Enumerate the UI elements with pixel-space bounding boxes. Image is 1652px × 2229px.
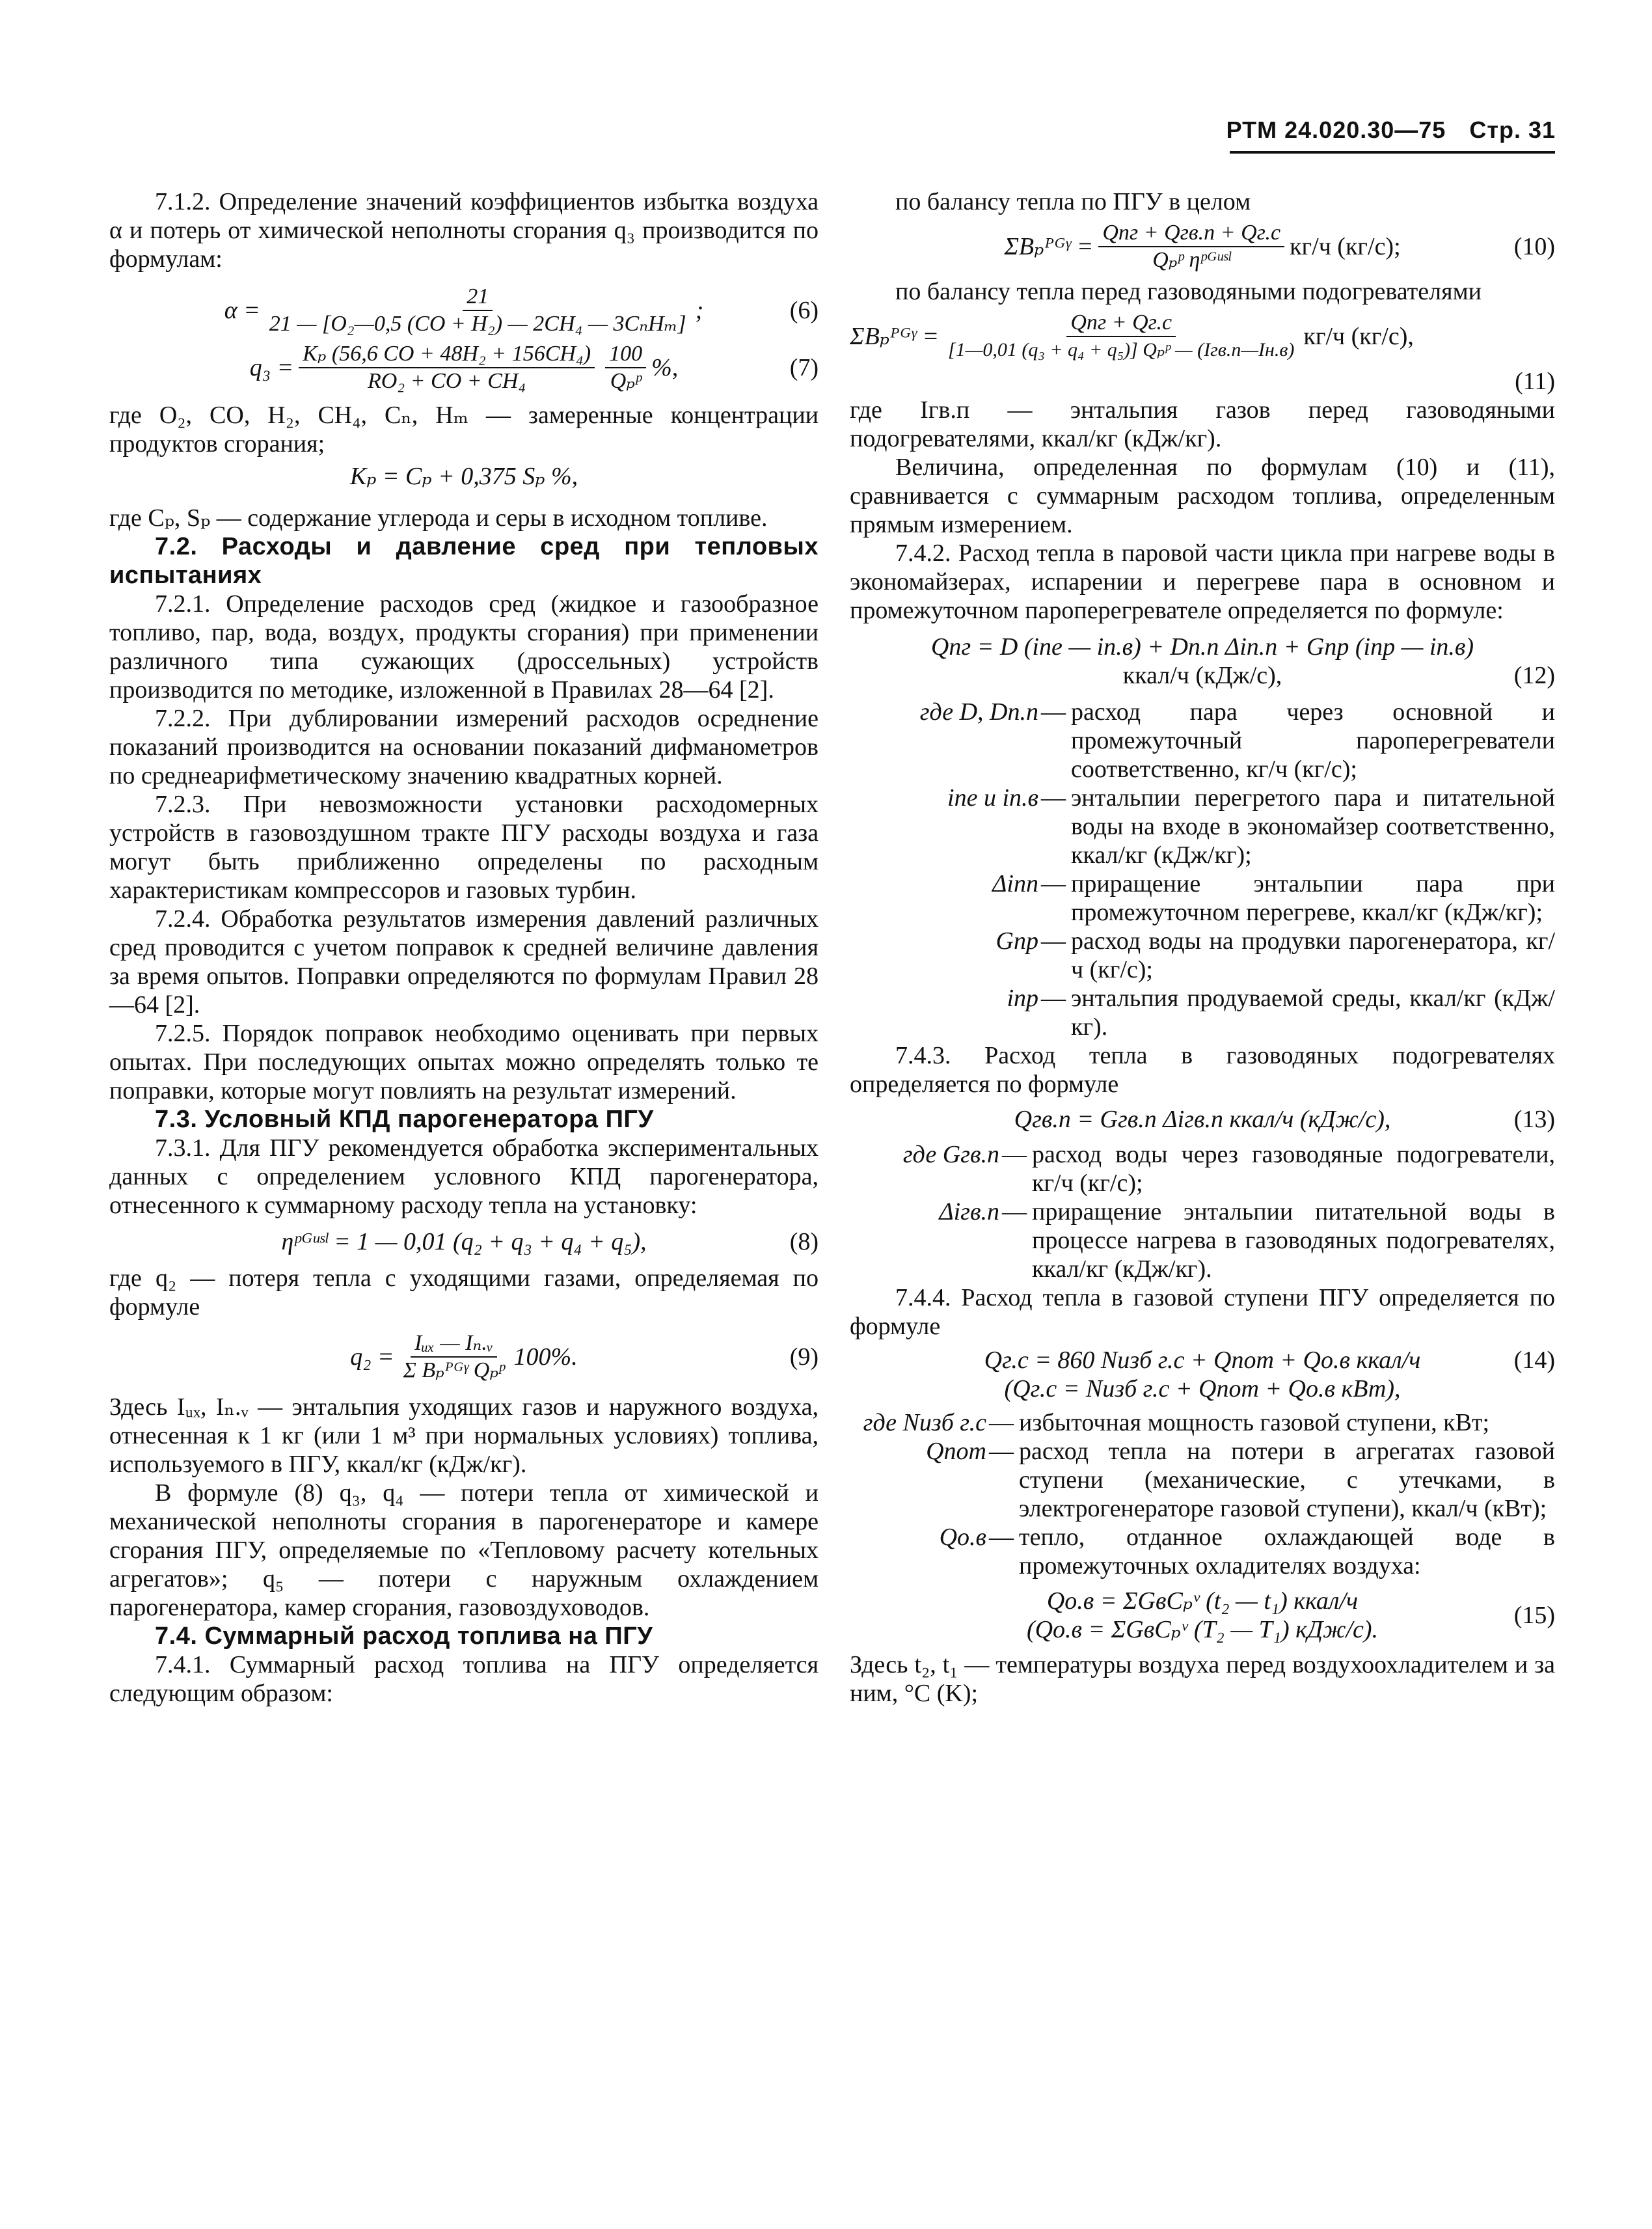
eq6-tail: ; xyxy=(695,297,704,324)
eq8-number: (8) xyxy=(789,1228,819,1255)
eq6-lhs: α = xyxy=(224,297,260,324)
definition-text: избыточная мощность газовой ступени, кВт; xyxy=(1019,1409,1490,1436)
paragraph-7-4-2: 7.4.2. Расход тепла в паровой части цикла при нагреве воды в экономайзерах, испарении и перегреве пара в основном и промежуточном пароперегревателе определяется по формуле: xyxy=(850,540,1555,624)
definition-dash: — xyxy=(1041,784,1066,812)
paragraph-where-concentrations: где O₂, CO, H₂, CH₄, Cₙ, Hₘ — замеренные концентрации продуктов сгорания; xyxy=(109,402,819,458)
right-column xyxy=(850,187,1555,1708)
definition-text: расход тепла на потери в агрегатах газовой ступени (механические, с утечками, в электрогенераторе газовой ступени), ккал/ч (кВт); xyxy=(1019,1438,1555,1522)
equation-7 xyxy=(109,341,819,394)
definition-text: расход пара через основной и промежуточный пароперегреватели соответственно, кг/ч (кг/с); xyxy=(1071,698,1555,783)
paragraph-7-3-1: 7.3.1. Для ПГУ рекомендуется обработка экспериментальных данных с определением условного КПД парогенератора, отнесенного к суммарному расходу тепла на установку: xyxy=(109,1134,819,1219)
equation-9 xyxy=(109,1330,819,1384)
eq6-fraction xyxy=(265,284,690,337)
definition-term: где Gгв.п xyxy=(902,1141,999,1168)
paragraph-7-2-4: 7.2.4. Обработка результатов измерения давлений различных сред проводится с учетом поправок к средней величине давления за время опытов. Поправки определяются по формулам Правил 28—64 [2]. xyxy=(109,905,819,1019)
eq7-number: (7) xyxy=(789,354,819,381)
eq10-denominator: Qₚᵖ ηᵖᴳᵘˢˡ xyxy=(1152,248,1231,272)
equation-8 xyxy=(109,1227,819,1256)
definition-term: где D, Dп.п xyxy=(919,698,1038,726)
eq-kp-text: Kₚ = Cₚ + 0,375 Sₚ %, xyxy=(349,463,578,490)
eq15-line-2: (Qо.в = ΣGвCₚᵛ (T₂ — T₁) кДж/с). xyxy=(1026,1616,1379,1643)
eq11-denominator: [1—0,01 (q₃ + q₄ + q₅)] Qₚᵖ — (Iгв.п—Iн.в) xyxy=(948,339,1295,361)
eq7-lhs: q₃ = xyxy=(249,354,294,381)
equation-12 xyxy=(850,633,1555,690)
heading-7-2: 7.2. Расходы и давление сред при тепловых испытаниях xyxy=(109,533,819,589)
definition-term: Qо.в xyxy=(939,1524,986,1551)
eq15-line-1: Qо.в = ΣGвCₚᵛ (t₂ — t₁) ккал/ч xyxy=(1046,1587,1359,1615)
definition-text: приращение энтальпии питательной воды в процессе нагрева в газоводяных подогревателях, ккал/кг (кДж/кг). xyxy=(1032,1198,1555,1283)
heading-7-4: 7.4. Суммарный расход топлива на ПГУ xyxy=(155,1622,653,1650)
eq10-numerator: Qпг + Qгв.п + Qг.с xyxy=(1098,220,1284,247)
definition-term: iпе и iп.в xyxy=(947,784,1038,812)
eq14-line-1: Qг.с = 860 Nизб г.с + Qпот + Qо.в ккал/ч xyxy=(984,1347,1421,1374)
eq9-number: (9) xyxy=(789,1343,819,1371)
definition-dash: — xyxy=(989,1438,1014,1465)
eq7-numerator-2: 100 xyxy=(605,341,646,368)
definition-row xyxy=(850,698,1555,784)
definition-row xyxy=(850,1408,1555,1437)
eq9-lhs: q₂ = xyxy=(350,1343,394,1371)
definition-dash: — xyxy=(1041,870,1066,897)
equation-13 xyxy=(850,1105,1555,1134)
paragraph-7-2-5: 7.2.5. Порядок поправок необходимо оценивать при первых опытах. При последующих опытах можно определять только те поправки, которые могут повлиять на результат измерений. xyxy=(109,1020,819,1104)
definition-row xyxy=(850,869,1555,927)
equation-14 xyxy=(850,1346,1555,1403)
eq11-number-row xyxy=(850,367,1555,396)
definition-row xyxy=(850,927,1555,984)
left-column xyxy=(109,187,819,1708)
definition-term: Qпот xyxy=(926,1438,986,1465)
paragraph-where-carbon: где Cₚ, Sₚ — содержание углерода и серы в исходном топливе. xyxy=(109,504,768,532)
equation-6 xyxy=(109,284,819,337)
definition-term: где Nизб г.с xyxy=(863,1409,986,1436)
paragraph-balance-total: по балансу тепла по ПГУ в целом xyxy=(895,188,1251,215)
definition-text: расход воды на продувки парогенератора, кг/ч (кг/с); xyxy=(1071,927,1555,983)
paragraph-balance-heaters: по балансу тепла перед газоводяными подогревателями xyxy=(895,278,1482,305)
eq12-line-2: ккал/ч (кДж/с), xyxy=(1122,662,1282,689)
definition-term: Δiгв.п xyxy=(939,1198,999,1225)
definition-row xyxy=(850,984,1555,1041)
eq11-number: (11) xyxy=(1515,368,1555,395)
eq10-tail: кг/ч (кг/с); xyxy=(1290,233,1401,260)
definition-term: iпр xyxy=(1007,985,1038,1012)
definition-dash: — xyxy=(989,1409,1014,1436)
paragraph-7-2-3: 7.2.3. При невозможности установки расходомерных устройств в газовоздушном тракте ПГУ расходы воздуха и газа могут быть приближенно определены по расходным характеристикам компрессоров и газовых турбин. xyxy=(109,791,819,904)
eq9-numerator: Iᵤₓ — Iₙ.ᵥ xyxy=(411,1330,497,1358)
definitions-13 xyxy=(850,1140,1555,1283)
eq13-text: Qгв.п = Gгв.п Δiгв.п ккал/ч (кДж/с), xyxy=(1014,1106,1391,1133)
paragraph-here-enthalpy: Здесь Iᵤₓ, Iₙ.ᵥ — энтальпия уходящих газов и наружного воздуха, отнесенная к 1 кг (или 1 м³ при нормальных условиях) топлива, используемого в ПГУ, ккал/кг (кДж/кг). xyxy=(109,1393,819,1478)
paragraph-7-2-2: 7.2.2. При дублировании измерений расходов осреднение показаний производится на основании показаний дифманометров по среднеарифметическому значению квадратных корней. xyxy=(109,705,819,789)
eq10-lhs: ΣBₚᴾᴳᵞ = xyxy=(1004,233,1094,260)
definition-dash: — xyxy=(1041,698,1066,726)
header-rule xyxy=(1230,151,1555,154)
definition-dash: — xyxy=(1002,1141,1027,1168)
eq7-fraction xyxy=(299,341,595,394)
paragraph-where-q2: где q₂ — потеря тепла с уходящими газами, определяемая по формуле xyxy=(109,1265,819,1320)
eq13-number: (13) xyxy=(1513,1106,1555,1133)
definition-dash: — xyxy=(1002,1198,1027,1225)
eq9-denominator: Σ Bₚᴾᴳᵞ Qₚᵖ xyxy=(403,1358,505,1382)
definition-text: энтальпии перегретого пара и питательной воды на входе в экономайзер соответственно, ккал/кг (кДж/кг); xyxy=(1071,784,1555,869)
eq7-denominator: RO₂ + CO + CH₄ xyxy=(367,369,526,393)
paragraph-7-2-1: 7.2.1. Определение расходов сред (жидкое и газообразное топливо, пар, вода, воздух, продукты сгорания) при применении различного типа сужающих (дроссельных) устройств производится по методике, изложенной в Правилах 28—64 [2]. xyxy=(109,590,819,704)
page-number: Стр. 31 xyxy=(1469,116,1556,143)
definitions-12 xyxy=(850,698,1555,1041)
paragraph-value-compared: Величина, определенная по формулам (10) и (11), сравнивается с суммарным расходом топлива, определенным прямым измерением. xyxy=(850,454,1555,538)
definition-row xyxy=(850,1140,1555,1197)
eq11-fraction xyxy=(944,310,1298,363)
eq8-text: ηᵖᴳᵘˢˡ = 1 — 0,01 (q₂ + q₃ + q₄ + q₅), xyxy=(281,1228,647,1255)
eq11-numerator: Qпг + Qг.с xyxy=(1066,310,1176,337)
eq11-lhs: ΣBₚᴾᴳᵞ = xyxy=(850,323,940,350)
eq9-tail: 100%. xyxy=(513,1343,578,1371)
definition-dash: — xyxy=(1041,927,1066,955)
equation-11 xyxy=(850,310,1555,363)
definition-row xyxy=(850,1437,1555,1523)
eq7-tail: %, xyxy=(651,354,679,381)
equation-10 xyxy=(850,220,1555,273)
eq6-denominator: 21 — [O₂—0,5 (CO + H₂) — 2CH₄ — 3CₙHₘ] xyxy=(269,312,686,336)
definition-row xyxy=(850,1523,1555,1580)
eq7-numerator: Kₚ (56,6 CO + 48H₂ + 156CH₄) xyxy=(299,341,595,368)
eq14-line-2: (Qг.с = Nизб г.с + Qпот + Qо.в кВт), xyxy=(1004,1375,1401,1402)
eq15-number: (15) xyxy=(1513,1602,1555,1629)
definition-dash: — xyxy=(1041,985,1066,1012)
equation-kp xyxy=(109,462,819,491)
eq11-tail: кг/ч (кг/с), xyxy=(1303,323,1414,350)
document-code: РТМ 24.020.30—75 xyxy=(1226,116,1446,143)
eq7-denominator-2: Qₚᵖ xyxy=(610,369,642,393)
definition-dash: — xyxy=(989,1524,1014,1551)
eq12-line-1: Qпг = D (iпе — iп.в) + Dп.п Δiп.п + Gпр (iпр — iп.в) xyxy=(930,633,1474,661)
eq6-numerator: 21 xyxy=(463,284,493,311)
paragraph-formula-8: В формуле (8) q₃, q₄ — потери тепла от химической и механической неполноты сгорания в парогенераторе и камере сгорания ПГУ, определяемые по «Тепловому расчету котельных агрегатов»; q₅ — потери с наружным охлаждением парогенератора, камер сгорания, газовоздуховодов. xyxy=(109,1479,819,1621)
paragraph-7-4-1: 7.4.1. Суммарный расход топлива на ПГУ определяется следующим образом: xyxy=(109,1651,819,1707)
eq14-number: (14) xyxy=(1513,1347,1555,1374)
definition-row xyxy=(850,1197,1555,1283)
paragraph-7-4-4: 7.4.4. Расход тепла в газовой ступени ПГУ определяется по формуле xyxy=(850,1284,1555,1340)
eq12-number: (12) xyxy=(1513,662,1555,689)
eq6-number: (6) xyxy=(789,297,819,324)
definition-text: расход воды через газоводяные подогреватели, кг/ч (кг/с); xyxy=(1032,1141,1555,1197)
paragraph-7-4-3: 7.4.3. Расход тепла в газоводяных подогревателях определяется по формуле xyxy=(850,1042,1555,1098)
eq10-fraction xyxy=(1098,220,1284,273)
eq7-fraction-2 xyxy=(605,341,646,394)
eq9-fraction xyxy=(399,1330,509,1384)
definition-text: энтальпия продуваемой среды, ккал/кг (кДж/кг). xyxy=(1071,985,1555,1041)
paragraph-here-temperatures: Здесь t₂, t₁ — температуры воздуха перед воздухоохладителем и за ним, °C (K); xyxy=(850,1651,1555,1707)
definition-term: Δiпп xyxy=(992,870,1038,897)
definition-term: Gпр xyxy=(995,927,1038,955)
definition-text: тепло, отданное охлаждающей воде в промежуточных охладителях воздуха: xyxy=(1019,1524,1555,1579)
heading-7-3: 7.3. Условный КПД парогенератора ПГУ xyxy=(155,1106,654,1133)
running-head xyxy=(1226,116,1556,144)
paragraph-where-igv: где Iгв.п — энтальпия газов перед газоводяными подогревателями, ккал/кг (кДж/кг). xyxy=(850,396,1555,452)
paragraph-7-1-2: 7.1.2. Определение значений коэффициентов избытка воздуха α и потерь от химической неполноты сгорания q₃ производится по формулам: xyxy=(109,188,819,273)
eq10-number: (10) xyxy=(1513,233,1555,260)
definition-row xyxy=(850,784,1555,869)
definitions-14 xyxy=(850,1408,1555,1580)
equation-15 xyxy=(850,1587,1555,1644)
definition-text: приращение энтальпии пара при промежуточном перегреве, ккал/кг (кДж/кг); xyxy=(1071,870,1555,926)
